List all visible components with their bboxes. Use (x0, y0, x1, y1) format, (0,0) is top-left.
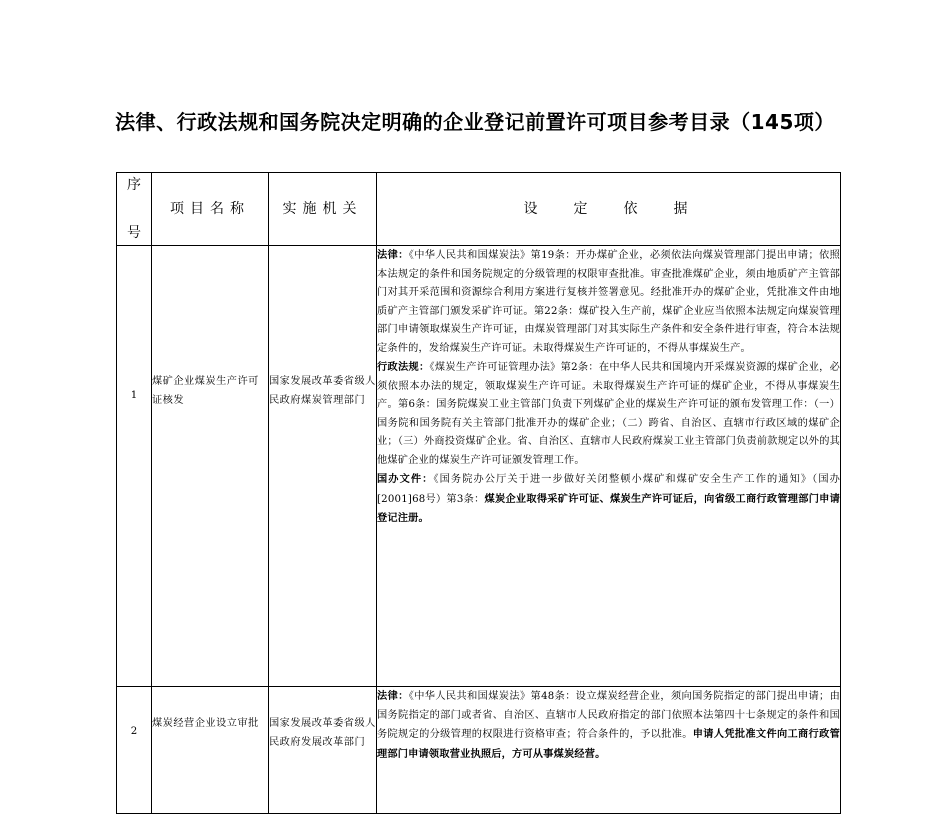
basis-law-label: 法律： (377, 690, 409, 702)
row-legal-basis (377, 687, 841, 814)
table-header-row (117, 173, 841, 246)
basis-regulation (377, 358, 840, 470)
row-agency: 国家发展改革委省级人民政府煤炭管理部门 (269, 246, 377, 687)
header-legal-basis: 设定依据 (377, 173, 841, 246)
table-row (117, 246, 841, 687)
basis-law-text: 《中华人民共和国煤炭法》第19条：开办煤矿企业，必须依法向煤炭管理部门提出申请；依照本法规定的条件和国务院规定的分级管理的权限审查批准。审查批准煤矿企业，须由地质矿产主管部门对其开采范围和资源综合利用方案进行复核并签署意见。经批准开办的煤矿企业，凭批准文件由地质矿产主管部门颁发采矿许可证。第22条：煤矿投入生产前，煤矿企业应当依照本法规定向煤炭管理部门申请领取煤炭生产许可证，由煤炭管理部门对其实际生产条件和安全条件进行审查，符合本法规定条件的，发给煤炭生产许可证。未取得煤炭生产许可证的，不得从事煤炭生产。 (377, 250, 840, 354)
basis-law-emphasis: 申请人凭批准文件向工商行政管理部门申请领取营业执照后，方可从事煤炭经营。 (377, 728, 840, 760)
basis-doc-text: 《国务院办公厅关于进一步做好关闭整顿小煤矿和煤矿安全生产工作的通知》（国办[2001]68号）第3条： (377, 474, 841, 505)
table-row (117, 687, 841, 814)
header-serial-no: 序 号 (117, 173, 152, 246)
row-serial-no: 1 (117, 246, 152, 687)
basis-law-text: 《中华人民共和国煤炭法》第48条：设立煤炭经营企业，须向国务院指定的部门提出申请；由国务院指定的部门或者省、自治区、直辖市人民政府指定的部门依照本法第四十七条规定的条件和国务院规定的分级管理的权限进行资格审查；符合条件的，予以批准。 (377, 691, 840, 740)
basis-doc-label: 国办文件： (377, 473, 434, 485)
basis-regulation-label: 行政法规： (377, 361, 430, 373)
basis-law (377, 687, 840, 764)
row-serial-no: 2 (117, 687, 152, 814)
basis-doc-emphasis: 煤炭企业取得采矿许可证、煤炭生产许可证后，向省级工商行政管理部门申请登记注册。 (377, 492, 840, 524)
page-title: 法律、行政法规和国务院决定明确的企业登记前置许可项目参考目录（145项） (115, 110, 835, 134)
basis-regulation-text: 《煤炭生产许可证管理办法》第2条：在中华人民共和国境内开采煤炭资源的煤矿企业，必须依照本办法的规定，领取煤炭生产许可证。未取得煤炭生产许可证的煤矿企业，不得从事煤炭生产。第6条：国务院煤炭工业主管部门负责下列煤矿企业的煤炭生产许可证的颁布发管理工作：（一）国务院和国务院有关主管部门批准开办的煤矿企业；（二）跨省、自治区、直辖市行政区域的煤矿企业；（三）外商投资煤矿企业。省、自治区、直辖市人民政府煤炭工业主管部门负责前款规定以外的其他煤矿企业的煤炭生产许可证颁发管理工作。 (377, 362, 840, 466)
row-project-name: 煤炭经营企业设立审批 (152, 687, 269, 814)
header-project-name: 项目名称 (152, 173, 269, 246)
row-agency: 国家发展改革委省级人民政府发展改革部门 (269, 687, 377, 814)
row-project-name: 煤矿企业煤炭生产许可证核发 (152, 246, 269, 687)
basis-state-council-doc (377, 470, 840, 529)
header-implementing-agency: 实施机关 (269, 173, 377, 246)
row-legal-basis (377, 246, 841, 687)
basis-law-label: 法律： (377, 249, 409, 261)
catalog-table (116, 172, 841, 814)
basis-law (377, 246, 840, 358)
